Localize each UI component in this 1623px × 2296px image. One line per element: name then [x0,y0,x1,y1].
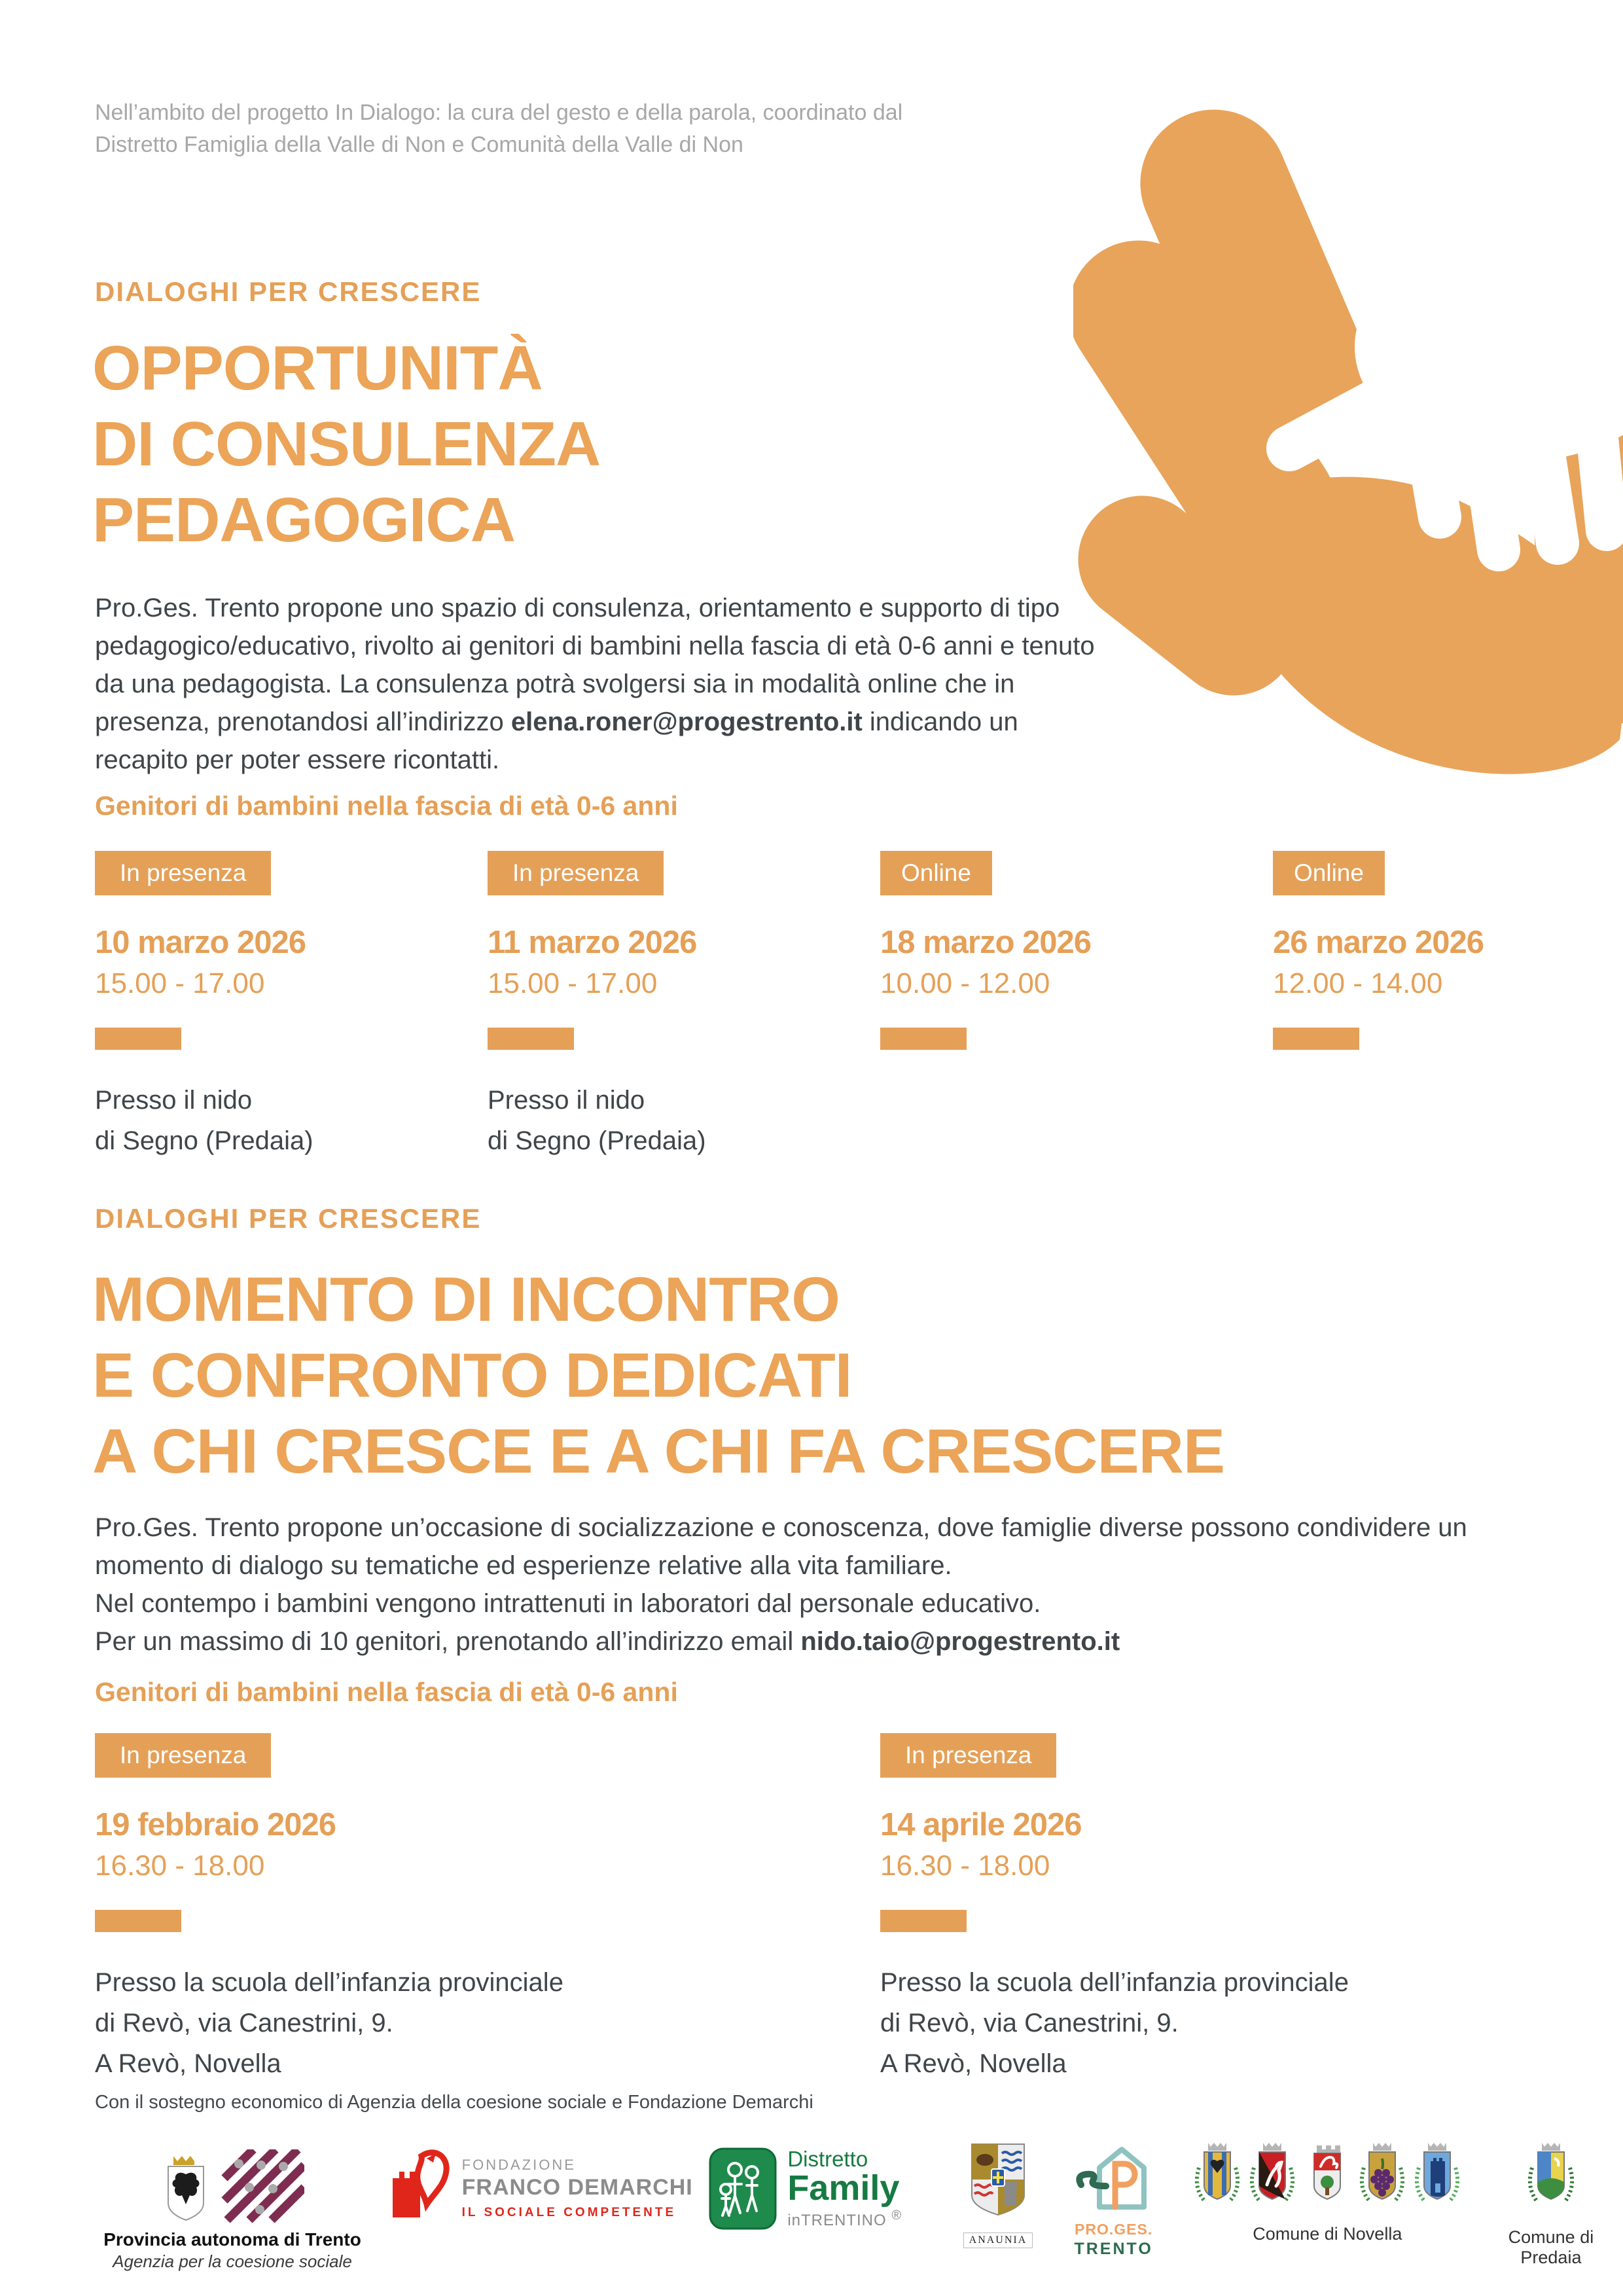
section2-body-text [95,1623,1554,1660]
event-time: 15.00 - 17.00 [95,967,265,999]
event-location-line: di Revò, via Canestrini, 9. [880,2009,1179,2037]
mode-badge: In presenza [880,1733,1056,1778]
partner-logos [92,2142,1616,2272]
section2-audience: Genitori di bambini nella fascia di età 0-6 anni [95,1677,678,1707]
event-date: 26 marzo 2026 [1273,925,1484,960]
logo-fondazione-demarchi [387,2142,695,2231]
predaia-caption: Comune di Predaia [1508,2227,1594,2267]
section1-title-line: OPPORTUNITÀ [92,333,543,403]
novella-crest-eagle-icon [1192,2142,1242,2215]
event-location [880,1962,1613,2084]
demarchi-text [462,2157,693,2220]
family-label-trentino: inTRENTINO ® [787,2208,902,2229]
section2-body [95,1509,1554,1660]
section2-title [92,1262,1571,1490]
section1-eyebrow: DIALOGHI PER CRESCERE [95,276,482,307]
predaia-crest-icon [1523,2142,1579,2215]
event-card [488,851,828,1161]
divider-bar [95,1910,181,1932]
event-card [880,851,1221,1161]
event-card [95,1733,828,2084]
event-time: 15.00 - 17.00 [488,967,658,999]
section2-title-line: A CHI CRESCE E A CHI FA CRESCERE [92,1416,1224,1486]
mode-badge: Online [1273,851,1385,895]
registered-mark: ® [891,2208,902,2223]
logo-proges-trento [1058,2142,1169,2259]
section2-body-text: Nel contempo i bambini vengono intrattenuti in laboratori dal personale educativo. [95,1589,1041,1618]
divider-bar [488,1028,574,1050]
event-time: 16.30 - 18.00 [880,1850,1050,1882]
hands-illustration [1073,85,1623,805]
event-location-line: Presso la scuola dell’infanzia provinciale [95,1968,563,1997]
anaunia-crest-icon [964,2143,1032,2227]
section2-eyebrow: DIALOGHI PER CRESCERE [95,1203,482,1234]
section2-title-line: MOMENTO DI INCONTRO [92,1265,840,1335]
proges-label: PRO.GES. [1075,2221,1153,2238]
logo-distretto-family [709,2142,938,2230]
divider-bar [880,1910,967,1932]
section2-body-text: Per un massimo di 10 genitori, prenotando all’indirizzo email [95,1627,801,1656]
novella-crest-tower-icon [1412,2142,1462,2215]
coesione-sociale-label: Agenzia per la coesione sociale [113,2251,352,2271]
section1-title [92,331,1074,558]
proges-trento-label: TRENTO [1074,2240,1153,2258]
event-card [1273,851,1613,1161]
mode-badge: In presenza [95,1733,271,1778]
support-note: Con il sostegno economico di Agenzia della coesione sociale e Fondazione Demarchi [95,2092,813,2113]
event-date: 11 marzo 2026 [488,925,697,960]
section2-title-line: E CONFRONTO DEDICATI [92,1340,852,1410]
section1-events-grid [95,851,1613,1161]
demarchi-label-fondazione: FONDAZIONE [461,2156,576,2173]
section1-title-line: PEDAGOGICA [92,485,516,555]
event-location-line: di Revò, via Canestrini, 9. [95,2009,393,2037]
novella-crests [1183,2142,1471,2215]
email-link[interactable]: nido.taio@progestrento.it [800,1627,1120,1656]
event-date: 18 marzo 2026 [880,925,1092,960]
logo-anaunia [952,2142,1044,2248]
divider-bar [880,1028,967,1050]
event-location [95,1080,435,1161]
mode-badge: Online [880,851,992,895]
family-label-distretto: Distretto [787,2147,868,2171]
proges-house-icon [1075,2144,1153,2216]
project-note: Nell’ambito del progetto In Dialogo: la cura del gesto e della parola, coordinato dal Distretto Famiglia della Valle di Non e Comunità della Valle di Non [95,100,903,158]
novella-crest-griffin-tree-icon [1302,2142,1352,2215]
section1-title-line: DI CONSULENZA [92,409,601,479]
mode-badge: In presenza [488,851,664,895]
event-time: 16.30 - 18.00 [95,1850,265,1882]
event-location-line: Presso il nido [488,1086,645,1115]
logo-comune-novella [1183,2142,1471,2244]
section1-body [95,589,1116,779]
event-date: 19 febbraio 2026 [95,1807,336,1842]
event-time: 12.00 - 14.00 [1273,967,1443,999]
section2-events-grid [95,1733,1613,2084]
event-date: 14 aprile 2026 [880,1807,1082,1842]
demarchi-label-name: FRANCO DEMARCHI [461,2174,693,2200]
event-location-line: A Revò, Novella [95,2049,281,2078]
logo-comune-predaia [1486,2142,1616,2268]
event-location-line: A Revò, Novella [880,2049,1067,2078]
event-time: 10.00 - 12.00 [880,967,1050,999]
event-location-line: Presso la scuola dell’infanzia provinciale [880,1968,1349,1997]
family-icon [709,2147,777,2230]
event-date: 10 marzo 2026 [95,925,306,960]
section1-audience: Genitori di bambini nella fascia di età 0-6 anni [95,791,678,821]
event-location-line: Presso il nido [95,1086,253,1115]
family-label-family: Family [787,2168,900,2208]
section1-body-text: Pro.Ges. Trento propone uno spazio di consulenza, orientamento e supporto di tipo pedagogico/educativo, rivolto ai genitori di bambini nella fascia di età 0-6 anni e tenuto da una pedagogista. La consulenza potrà svolgersi sia in modalità online che in presenza, prenotandosi all’indirizzo [95,594,1095,736]
novella-caption: Comune di Novella [1253,2224,1402,2244]
trento-eagle-crest-icon [160,2155,211,2223]
event-location-line: di Segno (Predaia) [488,1126,706,1155]
novella-crest-dog-icon [1247,2142,1297,2215]
event-location [488,1080,828,1161]
coesione-sociale-pattern-icon [221,2149,304,2223]
novella-crest-grapes-icon [1357,2142,1407,2215]
demarchi-label-tagline: IL SOCIALE COMPETENTE [461,2205,677,2219]
anaunia-label: ANAUNIA [963,2233,1033,2248]
section2-body-text: Pro.Ges. Trento propone un’occasione di socializzazione e conoscenza, dove famiglie diverse possono condividere un momento di dialogo su tematiche ed esperienze relative alla vita familiare. [95,1513,1467,1580]
event-location [95,1962,828,2084]
event-location-line: di Segno (Predaia) [95,1126,313,1155]
email-link[interactable]: elena.roner@progestrento.it [510,708,863,736]
provincia-trento-label: Provincia autonoma di Trento [103,2229,361,2250]
provincia-trento-icon [92,2142,373,2223]
event-card [95,851,435,1161]
section1-body-text: indicando un recapito per poter essere ricontatti. [95,708,1018,774]
divider-bar [95,1028,181,1050]
family-text [787,2147,902,2230]
logo-provincia-trento [92,2142,373,2272]
divider-bar [1273,1028,1359,1050]
event-card [880,1733,1613,2084]
mode-badge: In presenza [95,851,271,895]
demarchi-castle-bird-icon [387,2145,450,2231]
